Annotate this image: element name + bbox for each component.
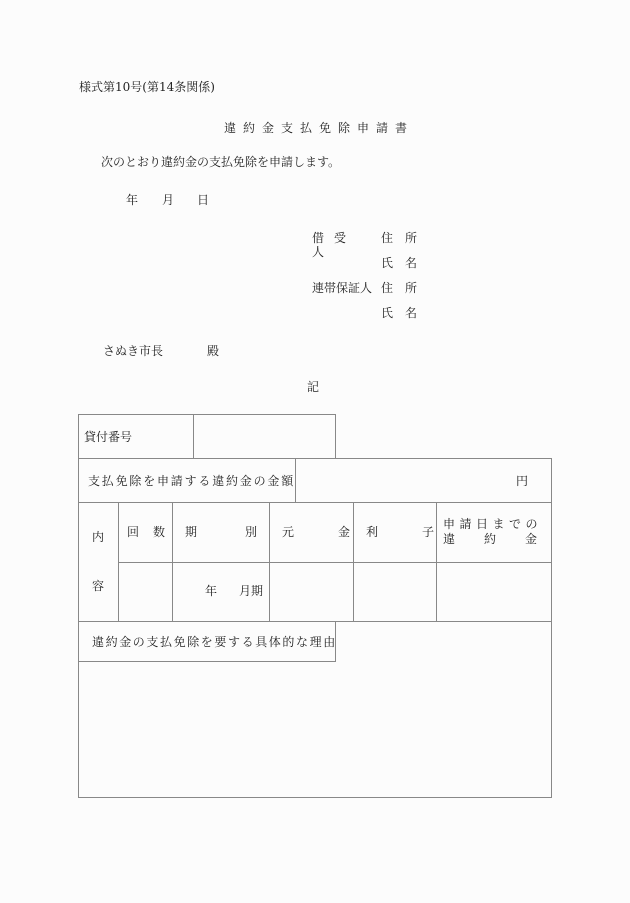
addressee: さぬき市長 — [103, 344, 164, 358]
interest-field[interactable] — [357, 568, 432, 616]
divider — [295, 458, 296, 502]
borrower-address-label: 住所 — [381, 231, 430, 245]
count-field[interactable] — [122, 568, 168, 616]
amount-unit: 円 — [516, 474, 529, 488]
amount-label: 支払免除を申請する違約金の金額 — [88, 474, 296, 488]
borrower-name-label: 氏名 — [381, 256, 430, 270]
intro-text: 次のとおり違約金の支払免除を申請します。 — [101, 155, 341, 169]
date-day-label: 日 — [197, 193, 210, 207]
loan-number-field[interactable] — [196, 430, 333, 444]
amount-field[interactable] — [300, 474, 500, 488]
guarantor-address-label: 住所 — [381, 281, 430, 295]
col-penalty-line1: 申請日までの — [443, 517, 543, 531]
loan-number-label: 貸付番号 — [84, 430, 133, 444]
divider — [118, 562, 552, 563]
principal-field[interactable] — [273, 568, 349, 616]
borrower-label — [312, 231, 369, 259]
note-mark: 記 — [307, 380, 320, 394]
details-label-bottom: 容 — [92, 579, 105, 593]
col-penalty-line2: 違約金 — [443, 532, 567, 546]
borrower-label-text: 借受人 — [312, 231, 357, 259]
guarantor-label: 連帯保証人 — [312, 281, 373, 295]
col-principal: 元金 — [282, 525, 395, 539]
form-number: 様式第10号(第14条関係) — [79, 80, 215, 94]
reason-field[interactable] — [82, 666, 548, 792]
divider — [78, 502, 552, 503]
col-period: 期別 — [185, 525, 306, 539]
date-month-label: 月 — [162, 193, 175, 207]
date-year-label: 年 — [126, 193, 139, 207]
period-year-label: 年 — [205, 584, 218, 598]
details-label-top: 内 — [92, 530, 105, 544]
document-title: 違約金支払免除申請書 — [224, 121, 415, 135]
reason-label: 違約金の支払免除を要する具体的な理由 — [92, 635, 337, 649]
col-interest: 利子 — [366, 525, 479, 539]
divider — [193, 414, 194, 459]
period-month-label: 月期 — [239, 584, 264, 598]
penalty-field[interactable] — [440, 568, 548, 616]
guarantor-name-label: 氏名 — [381, 306, 430, 320]
addressee-honorific: 殿 — [207, 344, 220, 358]
col-count: 回数 — [127, 525, 180, 539]
